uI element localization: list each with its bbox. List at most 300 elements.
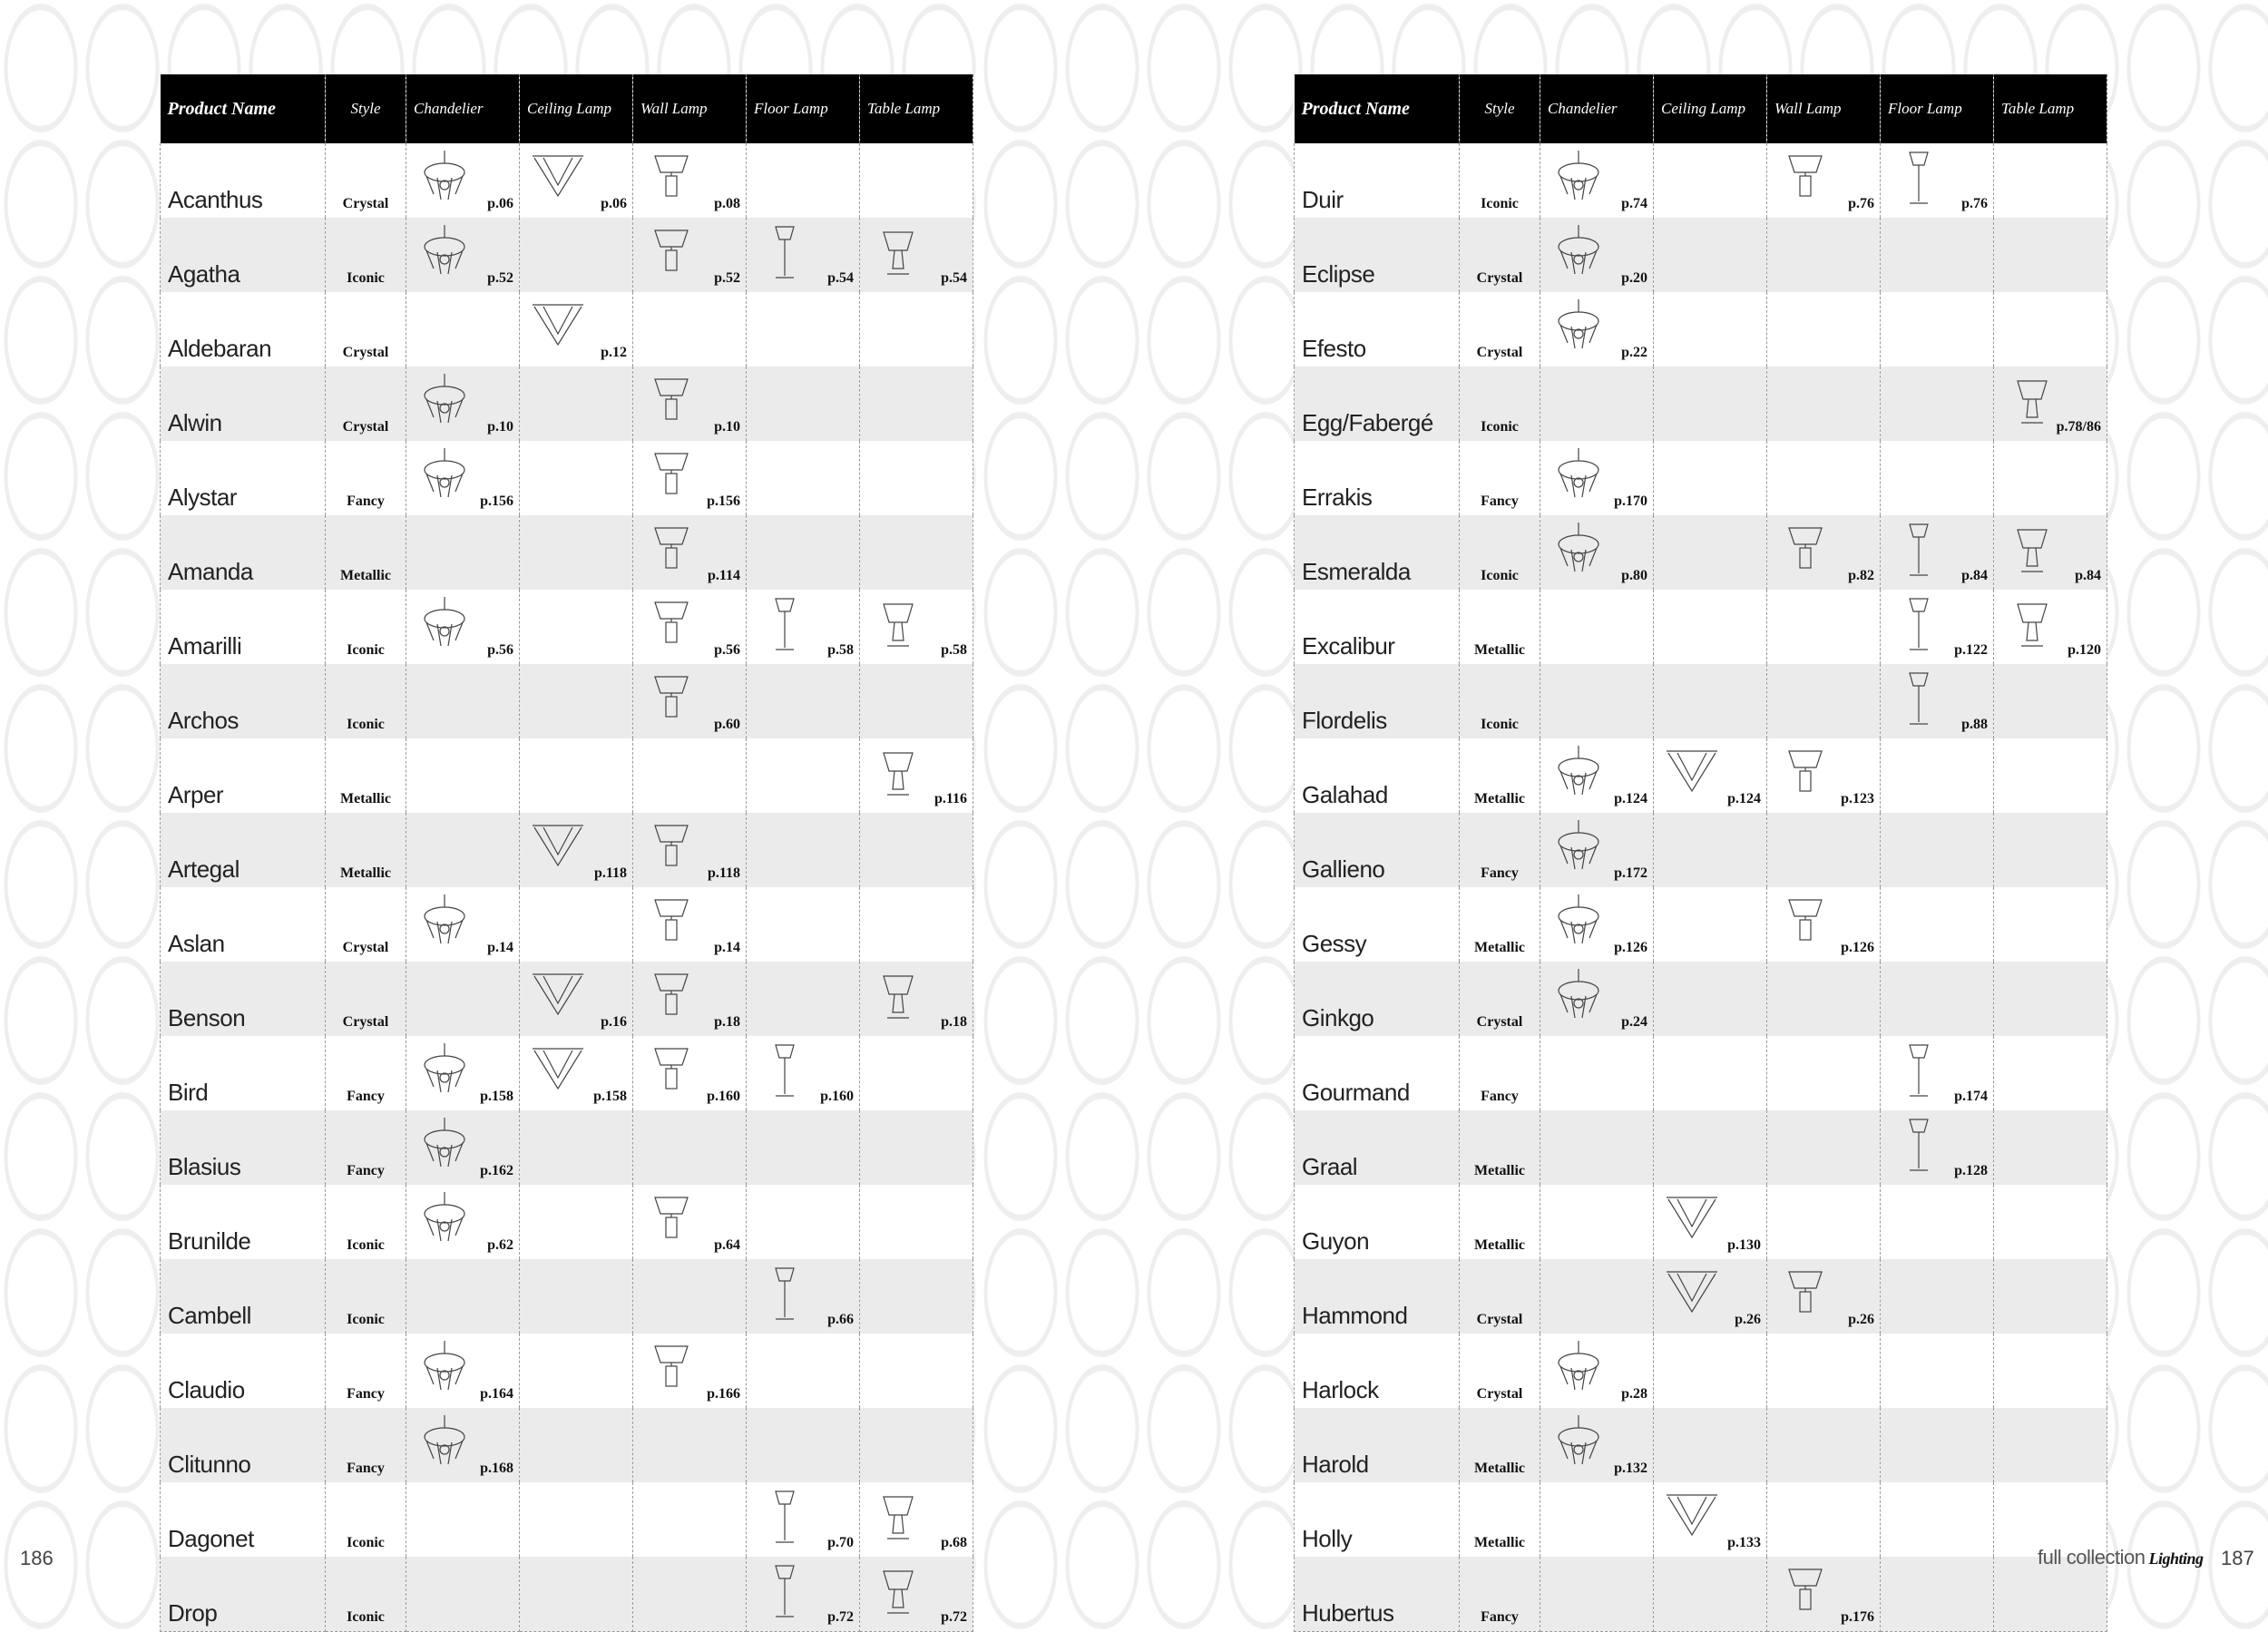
page-reference[interactable]: p.174 [1954, 1089, 1988, 1104]
table-cell [1994, 515, 2107, 590]
style-cell: Fancy [326, 441, 406, 515]
page-reference[interactable]: p.54 [941, 270, 967, 286]
table-cell [1994, 1110, 2107, 1185]
chandelier-cell [406, 1185, 520, 1259]
table-row [1295, 143, 2107, 218]
product-name-cell: Egg/Fabergé [1295, 366, 1460, 441]
table-row [161, 218, 973, 292]
page-reference[interactable]: p.20 [1621, 270, 1647, 286]
style-cell: Iconic [326, 218, 406, 292]
page-reference[interactable]: p.116 [934, 791, 967, 806]
table-cell [1994, 664, 2107, 738]
floor-cell [747, 1110, 860, 1185]
floor-cell [747, 143, 860, 218]
floor-lamp-thumbnail-icon [1890, 521, 1948, 579]
chandelier-thumbnail-icon [415, 1339, 474, 1397]
floor-cell [1881, 887, 1994, 962]
page-reference[interactable]: p.84 [2075, 568, 2101, 583]
wall-cell [1767, 1557, 1881, 1632]
ceiling-lamp-thumbnail-icon [1663, 744, 1721, 802]
table-row [161, 515, 973, 590]
product-name-cell: Bird [161, 1036, 326, 1110]
page-reference[interactable]: p.52 [487, 270, 513, 286]
page-reference[interactable]: p.84 [1961, 568, 1988, 583]
page-reference[interactable]: p.124 [1614, 791, 1647, 806]
chandelier-cell [406, 218, 520, 292]
page-reference[interactable]: p.14 [487, 940, 513, 955]
table-cell [1994, 887, 2107, 962]
page-reference[interactable]: p.76 [1961, 196, 1988, 211]
floor-cell [1881, 1259, 1994, 1334]
page-reference[interactable]: p.68 [941, 1535, 967, 1550]
chandelier-cell [1540, 887, 1654, 962]
page-reference[interactable]: p.52 [714, 270, 740, 286]
table-cell [1994, 366, 2107, 441]
table-lamp-thumbnail-icon [2003, 372, 2061, 430]
wall-cell [633, 515, 747, 590]
wall-cell [633, 441, 747, 515]
table-cell [1994, 143, 2107, 218]
chandelier-cell [406, 1036, 520, 1110]
page-reference[interactable]: p.74 [1621, 196, 1647, 211]
page-reference[interactable]: p.122 [1954, 642, 1988, 658]
ceiling-cell [1654, 738, 1767, 813]
page-reference[interactable]: p.124 [1727, 791, 1761, 806]
header-table-lamp: Table Lamp [1994, 74, 2107, 143]
page-reference[interactable]: p.06 [601, 196, 627, 211]
page-reference[interactable]: p.26 [1735, 1312, 1761, 1327]
wall-cell [633, 1408, 747, 1482]
chandelier-cell [1540, 1185, 1654, 1259]
chandelier-cell [1540, 1259, 1654, 1334]
page-reference[interactable]: p.176 [1841, 1609, 1874, 1625]
ceiling-lamp-thumbnail-icon [1663, 1488, 1721, 1546]
chandelier-cell [1540, 292, 1654, 366]
chandelier-cell [406, 590, 520, 664]
style-cell: Fancy [326, 1036, 406, 1110]
table-lamp-thumbnail-icon [869, 967, 927, 1025]
chandelier-cell [406, 143, 520, 218]
style-cell: Metallic [1460, 1482, 1540, 1557]
table-cell [860, 1185, 973, 1259]
page-reference[interactable]: p.60 [714, 717, 740, 732]
ceiling-cell [1654, 143, 1767, 218]
ceiling-cell [520, 1110, 633, 1185]
ceiling-cell [1654, 1557, 1767, 1632]
floor-cell [747, 1408, 860, 1482]
chandelier-thumbnail-icon [415, 223, 474, 281]
wall-cell [1767, 1482, 1881, 1557]
chandelier-cell [1540, 1482, 1654, 1557]
chandelier-cell [406, 1110, 520, 1185]
floor-cell [747, 366, 860, 441]
page-reference[interactable]: p.132 [1614, 1461, 1647, 1476]
page-reference[interactable]: p.88 [1961, 717, 1988, 732]
ceiling-cell [520, 738, 633, 813]
table-row [1295, 1482, 2107, 1557]
ceiling-cell [1654, 1334, 1767, 1408]
floor-lamp-thumbnail-icon [756, 595, 814, 653]
ceiling-cell [520, 887, 633, 962]
style-cell: Iconic [326, 1482, 406, 1557]
floor-cell [747, 1557, 860, 1632]
style-cell: Iconic [1460, 664, 1540, 738]
page-reference[interactable]: p.26 [1848, 1312, 1874, 1327]
page-reference[interactable]: p.120 [2068, 642, 2101, 658]
ceiling-cell [1654, 218, 1767, 292]
table-cell [1994, 441, 2107, 515]
page-reference[interactable]: p.160 [707, 1089, 740, 1104]
style-cell: Fancy [326, 1408, 406, 1482]
wall-cell [1767, 1408, 1881, 1482]
page-reference[interactable]: p.62 [487, 1237, 513, 1253]
ceiling-cell [520, 1259, 633, 1334]
wall-cell [633, 1110, 747, 1185]
table-row [161, 887, 973, 962]
ceiling-lamp-thumbnail-icon [529, 967, 587, 1025]
floor-cell [1881, 664, 1994, 738]
wall-cell [633, 962, 747, 1036]
floor-cell [747, 441, 860, 515]
chandelier-thumbnail-icon [1549, 223, 1608, 281]
wall-lamp-thumbnail-icon [642, 893, 700, 951]
wall-lamp-thumbnail-icon [642, 521, 700, 579]
style-cell: Crystal [1460, 962, 1540, 1036]
product-name-cell: Esmeralda [1295, 515, 1460, 590]
style-cell: Crystal [1460, 1259, 1540, 1334]
chandelier-cell [1540, 1110, 1654, 1185]
page-reference[interactable]: p.118 [593, 865, 627, 881]
wall-lamp-thumbnail-icon [642, 818, 700, 876]
wall-cell [633, 143, 747, 218]
table-cell [1994, 1259, 2107, 1334]
page-reference[interactable]: p.114 [707, 568, 740, 583]
wall-lamp-thumbnail-icon [1776, 1562, 1834, 1620]
ceiling-lamp-thumbnail-icon [1663, 1190, 1721, 1248]
page-reference[interactable]: p.14 [714, 940, 740, 955]
table-cell [1994, 738, 2107, 813]
page-number-left: 186 [20, 1547, 54, 1569]
page-reference[interactable]: p.16 [601, 1014, 627, 1030]
page-reference[interactable]: p.54 [827, 270, 854, 286]
table-row [1295, 664, 2107, 738]
product-name-cell: Arper [161, 738, 326, 813]
wall-cell [1767, 292, 1881, 366]
page-reference[interactable]: p.18 [941, 1014, 967, 1030]
product-name-cell: Claudio [161, 1334, 326, 1408]
table-cell [860, 1557, 973, 1632]
chandelier-thumbnail-icon [415, 595, 474, 653]
style-cell: Fancy [326, 1110, 406, 1185]
header-chandelier: Chandelier [1540, 74, 1654, 143]
table-row [161, 1185, 973, 1259]
floor-cell [747, 813, 860, 887]
wall-lamp-thumbnail-icon [1776, 1265, 1834, 1323]
wall-cell [633, 887, 747, 962]
header-table-lamp: Table Lamp [860, 74, 973, 143]
chandelier-cell [1540, 218, 1654, 292]
floor-cell [1881, 1036, 1994, 1110]
wall-cell [1767, 1259, 1881, 1334]
table-row [161, 143, 973, 218]
header-wall-lamp: Wall Lamp [633, 74, 747, 143]
table-cell [860, 887, 973, 962]
table-header-row [161, 74, 973, 143]
product-name-cell: Drop [161, 1557, 326, 1632]
page-reference[interactable]: p.128 [1954, 1163, 1988, 1178]
floor-cell [747, 218, 860, 292]
page-reference[interactable]: p.123 [1841, 791, 1874, 806]
floor-cell [747, 1036, 860, 1110]
page-reference[interactable]: p.76 [1848, 196, 1874, 211]
floor-cell [747, 887, 860, 962]
chandelier-cell [1540, 1334, 1654, 1408]
table-cell [860, 218, 973, 292]
page-reference[interactable]: p.162 [480, 1163, 513, 1178]
page-reference[interactable]: p.133 [1727, 1535, 1761, 1550]
table-cell [860, 515, 973, 590]
floor-lamp-thumbnail-icon [1890, 1041, 1948, 1099]
product-name-cell: Clitunno [161, 1408, 326, 1482]
chandelier-thumbnail-icon [1549, 1413, 1608, 1471]
ceiling-cell [520, 1334, 633, 1408]
chandelier-thumbnail-icon [1549, 521, 1608, 579]
page-reference[interactable]: p.24 [1621, 1014, 1647, 1030]
wall-cell [633, 1036, 747, 1110]
product-name-cell: Archos [161, 664, 326, 738]
style-cell: Metallic [1460, 590, 1540, 664]
ceiling-cell [1654, 1482, 1767, 1557]
table-cell [860, 441, 973, 515]
style-cell: Fancy [1460, 813, 1540, 887]
page-reference[interactable]: p.64 [714, 1237, 740, 1253]
product-name-cell: Alwin [161, 366, 326, 441]
table-cell [860, 590, 973, 664]
table-lamp-thumbnail-icon [869, 1488, 927, 1546]
wall-cell [1767, 1110, 1881, 1185]
floor-cell [1881, 441, 1994, 515]
floor-cell [1881, 962, 1994, 1036]
ceiling-cell [520, 441, 633, 515]
table-row [161, 1408, 973, 1482]
wall-cell [633, 664, 747, 738]
chandelier-thumbnail-icon [1549, 149, 1608, 207]
page-reference[interactable]: p.28 [1621, 1386, 1647, 1402]
page-reference[interactable]: p.66 [827, 1312, 854, 1327]
page-reference[interactable]: p.126 [1614, 940, 1647, 955]
style-cell: Crystal [326, 143, 406, 218]
page-reference[interactable]: p.08 [714, 196, 740, 211]
ceiling-cell [520, 1185, 633, 1259]
wall-lamp-thumbnail-icon [642, 1041, 700, 1099]
wall-cell [1767, 366, 1881, 441]
page-reference[interactable]: p.70 [827, 1535, 854, 1550]
page-reference[interactable]: p.158 [593, 1089, 627, 1104]
page-reference[interactable]: p.160 [820, 1089, 854, 1104]
product-name-cell: Galahad [1295, 738, 1460, 813]
page-reference[interactable]: p.72 [827, 1609, 854, 1625]
ceiling-cell [520, 962, 633, 1036]
product-name-cell: Amarilli [161, 590, 326, 664]
header-ceiling-lamp: Ceiling Lamp [1654, 74, 1767, 143]
product-name-cell: Aldebaran [161, 292, 326, 366]
table-lamp-thumbnail-icon [2003, 521, 2061, 579]
table-row [1295, 292, 2107, 366]
chandelier-thumbnail-icon [415, 1190, 474, 1248]
page-reference[interactable]: p.06 [487, 196, 513, 211]
chandelier-cell [406, 1482, 520, 1557]
product-name-cell: Harlock [1295, 1334, 1460, 1408]
style-cell: Metallic [326, 738, 406, 813]
wall-cell [633, 1185, 747, 1259]
wall-cell [633, 1259, 747, 1334]
table-header-row [1295, 74, 2107, 143]
table-cell [860, 143, 973, 218]
wall-lamp-thumbnail-icon [642, 1339, 700, 1397]
ceiling-cell [520, 1482, 633, 1557]
ceiling-cell [1654, 1259, 1767, 1334]
product-name-cell: Gallieno [1295, 813, 1460, 887]
page-reference[interactable]: p.166 [707, 1386, 740, 1402]
ceiling-cell [1654, 441, 1767, 515]
style-cell: Metallic [1460, 738, 1540, 813]
chandelier-cell [406, 515, 520, 590]
page-reference[interactable]: p.118 [707, 865, 740, 881]
page-reference[interactable]: p.172 [1614, 865, 1647, 881]
page-reference[interactable]: p.80 [1621, 568, 1647, 583]
floor-cell [1881, 1482, 1994, 1557]
product-name-cell: Holly [1295, 1482, 1460, 1557]
page-reference[interactable]: p.58 [827, 642, 854, 658]
product-name-cell: Benson [161, 962, 326, 1036]
ceiling-cell [520, 664, 633, 738]
wall-cell [1767, 218, 1881, 292]
product-name-cell: Agatha [161, 218, 326, 292]
style-cell: Fancy [1460, 1036, 1540, 1110]
page-reference[interactable]: p.164 [480, 1386, 513, 1402]
table-cell [1994, 962, 2107, 1036]
style-cell: Crystal [1460, 1334, 1540, 1408]
style-cell: Iconic [326, 664, 406, 738]
page-reference[interactable]: p.10 [487, 419, 513, 435]
chandelier-cell [406, 887, 520, 962]
product-name-cell: Cambell [161, 1259, 326, 1334]
style-cell: Metallic [1460, 887, 1540, 962]
floor-cell [1881, 813, 1994, 887]
floor-cell [1881, 515, 1994, 590]
floor-cell [1881, 590, 1994, 664]
chandelier-thumbnail-icon [1549, 967, 1608, 1025]
ceiling-lamp-thumbnail-icon [529, 818, 587, 876]
page-reference[interactable]: p.168 [480, 1461, 513, 1476]
floor-cell [747, 962, 860, 1036]
floor-cell [747, 738, 860, 813]
page-reference[interactable]: p.82 [1848, 568, 1874, 583]
page-reference[interactable]: p.130 [1727, 1237, 1761, 1253]
page-reference[interactable]: p.126 [1841, 940, 1874, 955]
chandelier-thumbnail-icon [415, 372, 474, 430]
header-floor-lamp: Floor Lamp [1881, 74, 1994, 143]
floor-lamp-thumbnail-icon [756, 223, 814, 281]
table-row [1295, 1557, 2107, 1632]
chandelier-thumbnail-icon [1549, 446, 1608, 504]
chandelier-thumbnail-icon [1549, 744, 1608, 802]
style-cell: Iconic [1460, 515, 1540, 590]
table-row [161, 590, 973, 664]
ceiling-lamp-thumbnail-icon [529, 298, 587, 356]
page-reference[interactable]: p.170 [1614, 494, 1647, 509]
ceiling-cell [520, 1408, 633, 1482]
page-reference[interactable]: p.10 [714, 419, 740, 435]
chandelier-cell [1540, 813, 1654, 887]
table-cell [1994, 1036, 2107, 1110]
style-cell: Crystal [326, 962, 406, 1036]
ceiling-cell [1654, 292, 1767, 366]
page-reference[interactable]: p.158 [480, 1089, 513, 1104]
product-name-cell: Eclipse [1295, 218, 1460, 292]
table-row [1295, 590, 2107, 664]
product-name-cell: Flordelis [1295, 664, 1460, 738]
page-reference[interactable]: p.56 [714, 642, 740, 658]
table-lamp-thumbnail-icon [869, 744, 927, 802]
ceiling-cell [1654, 664, 1767, 738]
ceiling-cell [520, 366, 633, 441]
page-reference[interactable]: p.18 [714, 1014, 740, 1030]
table-row [161, 1036, 973, 1110]
wall-cell [1767, 664, 1881, 738]
page-reference[interactable]: p.72 [941, 1609, 967, 1625]
ceiling-cell [520, 813, 633, 887]
floor-cell [1881, 738, 1994, 813]
ceiling-cell [1654, 1408, 1767, 1482]
table-cell [860, 962, 973, 1036]
style-cell: Iconic [1460, 366, 1540, 441]
product-name-cell: Aslan [161, 887, 326, 962]
page-reference[interactable]: p.22 [1621, 345, 1647, 360]
style-cell: Crystal [326, 292, 406, 366]
table-row [161, 813, 973, 887]
page-reference[interactable]: p.78/86 [2056, 419, 2101, 435]
header-ceiling-lamp: Ceiling Lamp [520, 74, 633, 143]
wall-cell [1767, 1334, 1881, 1408]
page-reference[interactable]: p.156 [707, 494, 740, 509]
style-cell: Fancy [1460, 441, 1540, 515]
table-row [1295, 887, 2107, 962]
table-row [161, 1110, 973, 1185]
table-row [161, 441, 973, 515]
page-reference[interactable]: p.58 [941, 642, 967, 658]
chandelier-thumbnail-icon [1549, 893, 1608, 951]
chandelier-thumbnail-icon [415, 1041, 474, 1099]
chandelier-cell [406, 738, 520, 813]
table-row [161, 1259, 973, 1334]
chandelier-cell [1540, 441, 1654, 515]
floor-cell [747, 664, 860, 738]
table-row [1295, 1334, 2107, 1408]
chandelier-cell [406, 813, 520, 887]
chandelier-thumbnail-icon [415, 149, 474, 207]
wall-cell [1767, 1185, 1881, 1259]
product-name-cell: Excalibur [1295, 590, 1460, 664]
table-row [1295, 1036, 2107, 1110]
page-reference[interactable]: p.156 [480, 494, 513, 509]
page-reference[interactable]: p.56 [487, 642, 513, 658]
table-cell [860, 1259, 973, 1334]
page-reference[interactable]: p.12 [601, 345, 627, 360]
chandelier-cell [1540, 590, 1654, 664]
product-name-cell: Duir [1295, 143, 1460, 218]
wall-cell [633, 292, 747, 366]
